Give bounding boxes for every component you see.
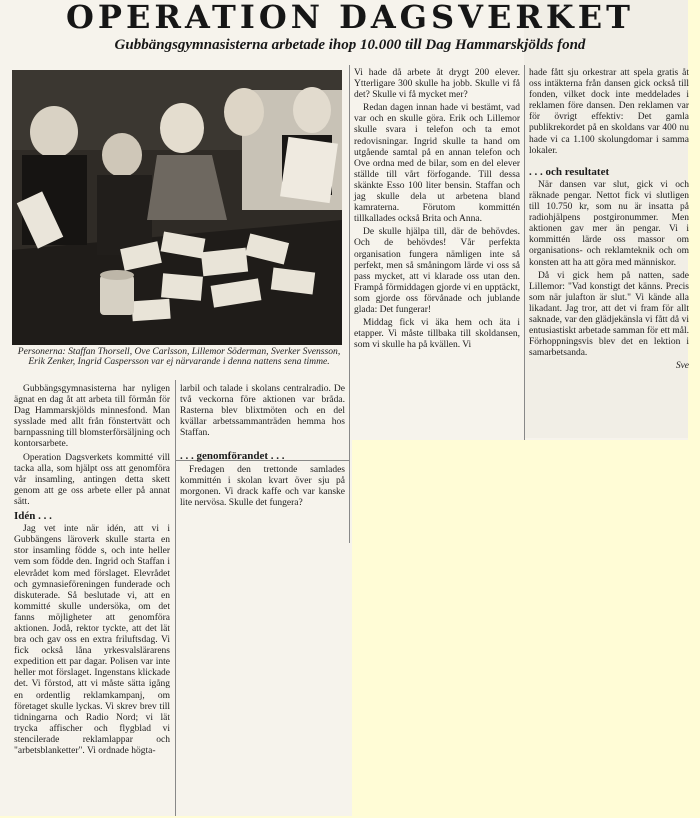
- column-c-paragraph-3: De skulle hjälpa till, där de behövdes. Och de behövdes! Vår perfekta organisation fungera nämligen inte så perfekt, men så småningom lärde vi oss så pass mycket, att vi klarade oss utan den. Frampå förmiddagen gjorde vi en upptäckt, som gjorde oss förvånade och jublande glada: Det fungerar!: [354, 227, 520, 315]
- clipping-bottom-gap: [352, 440, 700, 818]
- section-heading-resultatet: . . . och resultatet: [529, 165, 610, 178]
- section-heading-iden: Idén . . .: [14, 510, 52, 523]
- column-left: [14, 384, 170, 759]
- group-photo: [12, 70, 342, 345]
- section-heading-genomforandet: . . . genomförandet . . .: [180, 450, 285, 463]
- column-rule-1: [175, 380, 176, 816]
- column-d-intro: hade fått sju orkestrar att spela gratis åt oss intäkterna från dansen gick också till fonden, vilket dock inte meddelades i reklamen före dansen. Den reklamen var för övrigt effektiv: Det gamla publikrekordet på en skoldans var 400 nu hade vi ca 1.100 skolungdomar i samma lokaler.: [529, 68, 689, 156]
- column-mid: [180, 384, 345, 511]
- subheadline: Gubbängsgymnasisterna arbetade ihop 10.000 till Dag Hammarskjölds fond: [114, 37, 586, 53]
- column-c-paragraph-2: Redan dagen innan hade vi bestämt, vad var och en skulle göra. Erik och Lillemor skulle svara i telefon och ta emot redovisningar. Ingrid skulle ta hand om utgående samtal på en annan telefon och Ove ordna med de bilar, som en del elever ställde till vårt förfogande. Till dessa skänkte Esso 100 liter bensin. Staffan och jag skulle dela ut arbetena bland kamraterna. Förutom kommittén tillkallades också Brita och Anna.: [354, 103, 520, 225]
- section-iden-text: Jag vet inte när idén, att vi i Gubbängens läroverk skulle starta en stor insamling födde s, och inte heller vem som födde den. Ingrid och Staffan i elevrådet kom med förslaget. Elevrådet och gymnasieföreningen funderade och diskuterade. Så beslutade vi, att en kommitté skulle undersöka, om det fanns möjligheter att genomföra aktionen. Jodå, rektor tyckte, att det lät bra och gav oss en extra friluftsdag. Vi fick också låna yrkesvalslärarens expedition ett par dagar. Polisen var inte heller mot förslaget. Ingenstans klickade det. Vi förstod, att vi måste sätta igång en ordentlig reklamkampanj, om företaget skulle lyckas. Vi skrev brev till tidningarna och Radio Nord; vi lät trycka affischer och flygblad vi stencilerade reklamlappar och "arbetsblanketter". Vi ordnade högta-: [14, 524, 170, 756]
- section-resultatet-paragraph-1: När dansen var slut, gick vi och räknade pengar. Nettot fick vi slutligen till 10.750 kr, som nu är insatta på radiohjälpens postgironummer. Men aktionen gav mer än pengar. Vi i kommittén lärde oss massor om organisations- och reklamteknik och om konsten att ha att göra med människor.: [529, 179, 689, 268]
- column-rule-3: [524, 65, 525, 440]
- column-rule-2: [349, 65, 350, 543]
- column-mid-intro: larbil och talade i skolans centralradio. De två veckorna före aktionen var bråda. Rasterna blev blixtmöten och en del kvällar arbetssammanträden hemma hos Staffan.: [180, 384, 345, 439]
- column-c-paragraph-1: Vi hade då arbete åt drygt 200 elever. Ytterligare 300 skulle ha jobb. Skulle vi få det? Skulle vi få mycket mer?: [354, 68, 520, 101]
- intro-paragraph-1: Gubbängsgymnasisterna har nyligen ägnat en dag åt att arbeta till förmån för Dag Hammarskjölds minnesfond. Man sysslade med allt från fönstertvätt och barnpassning till blomsterförsäljning och kontorsarbete.: [14, 384, 170, 450]
- group-photo-image: [12, 70, 342, 345]
- headline: OPERATION DAGSVERKET: [66, 0, 634, 36]
- column-d: [529, 68, 689, 374]
- section-genomforandet-text: Fredagen den trettonde samlades kommittén i skolan kvart över sju på morgonen. Vi drack kaffe och var kanske lite nervösa. Skulle det fungera?: [180, 464, 345, 508]
- section-resultatet-paragraph-2: Då vi gick hem på natten, sade Lillemor: "Vad konstigt det känns. Precis som när julafton är slut." Vi kände alla likadant. Jag tror, att det vi fram för allt saknade, var den glädjekänsla vi fått då vi entusiastiskt arbetade samman för ett mål. Förhoppningsvis blev det en lektion i samarbetsanda.: [529, 270, 689, 359]
- intro-paragraph-2: Operation Dagsverkets kommitté vill tacka alla, som hjälpt oss att genomföra vår insamling, antingen detta skett genom att ge oss arbete eller på annat sätt.: [14, 452, 170, 507]
- photo-caption: Personerna: Staffan Thorsell, Ove Carlsson, Lillemor Söderman, Sverker Svensson, Erik Zenker, Ingrid Caspersson var ej närvarande i denna nattens sena timme.: [17, 346, 341, 368]
- signature: Sve: [675, 361, 689, 372]
- column-c-paragraph-4: Middag fick vi äka hem och äta i etapper. Vi måste tillbaka till skoldansen, som vi skulle ha på kvällen. Vi: [354, 318, 520, 351]
- column-c: [354, 68, 520, 353]
